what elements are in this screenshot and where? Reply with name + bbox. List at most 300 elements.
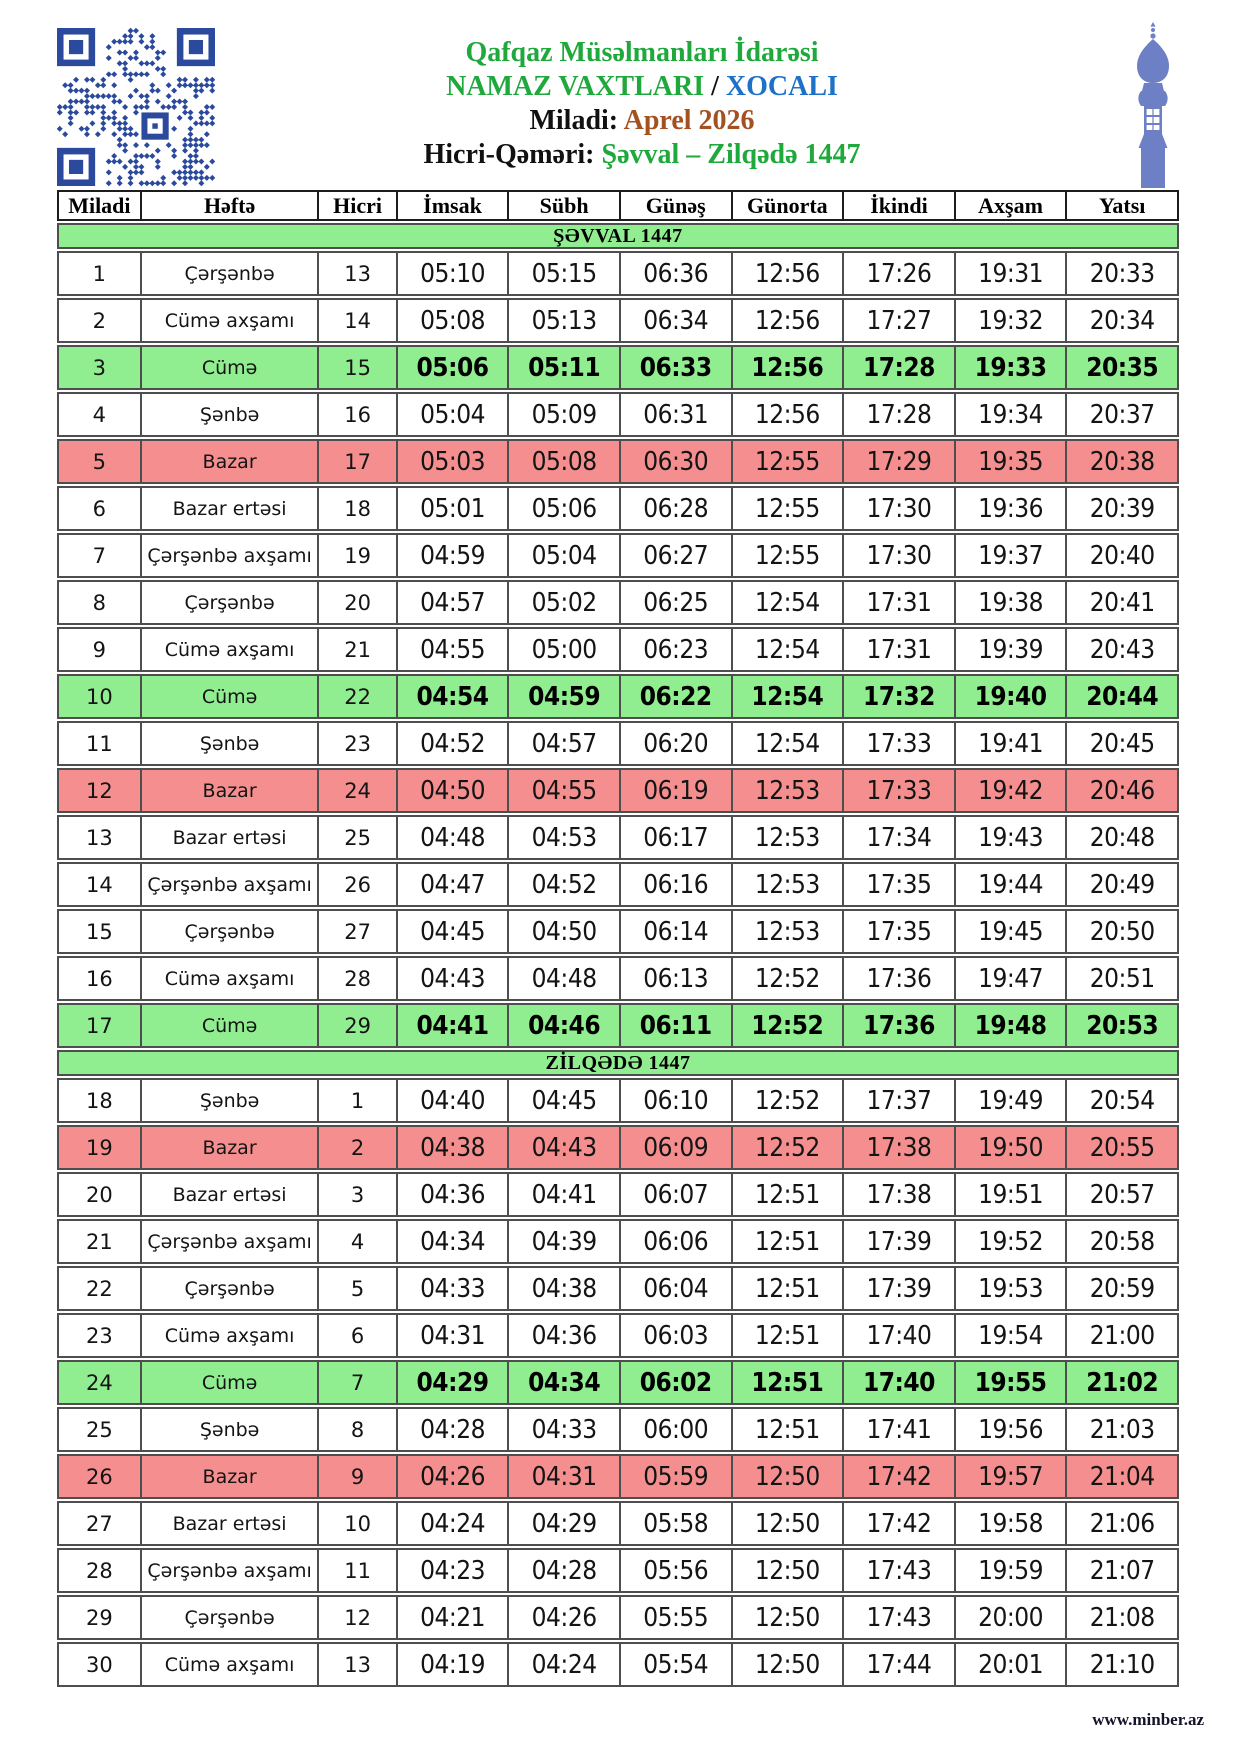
table-row (57, 1219, 1179, 1264)
gunes-time-cell: 06:07 (621, 1174, 733, 1215)
hicri-cell: 12 (319, 1597, 397, 1638)
ikindi-time-cell: 17:31 (844, 582, 956, 623)
table-row (57, 909, 1179, 954)
ikindi-time-cell: 17:39 (844, 1268, 956, 1309)
subh-time-cell: 04:38 (509, 1268, 621, 1309)
gunes-time-cell: 06:02 (621, 1362, 733, 1403)
subh-time-cell: 05:11 (509, 347, 621, 388)
weekday-cell: Bazar ertəsi (142, 488, 320, 529)
ikindi-time-cell: 17:36 (844, 1005, 956, 1046)
weekday-cell: Çərşənbə (142, 1597, 320, 1638)
hicri-label: Hicri-Qəməri: (423, 139, 595, 170)
table-row (57, 1642, 1179, 1687)
subh-time-cell: 04:59 (509, 676, 621, 717)
subh-time-cell: 05:02 (509, 582, 621, 623)
gunes-time-cell: 05:59 (621, 1456, 733, 1497)
prayer-times-table (57, 190, 1179, 1689)
section-header-band: ŞƏVVAL 1447 (57, 223, 1179, 249)
imsak-time-cell: 04:24 (398, 1503, 510, 1544)
ikindi-time-cell: 17:28 (844, 394, 956, 435)
axsam-time-cell: 19:52 (956, 1221, 1068, 1262)
imsak-time-cell: 04:40 (398, 1080, 510, 1121)
org-title: Qafqaz Müsəlmanları İdarəsi (465, 37, 819, 68)
hicri-cell: 28 (319, 958, 397, 999)
yatsi-time-cell: 20:41 (1089, 587, 1155, 618)
subh-time-cell: 05:06 (509, 488, 621, 529)
column-header-subh: Sübh (509, 192, 621, 219)
weekday-cell: Bazar ertəsi (142, 1174, 320, 1215)
miladi-label: Miladi: (529, 105, 619, 136)
ikindi-time-cell: 17:38 (844, 1127, 956, 1168)
hicri-cell: 26 (319, 864, 397, 905)
axsam-time-cell: 19:50 (956, 1127, 1068, 1168)
imsak-time-cell: 04:23 (398, 1550, 510, 1591)
subh-time-cell: 04:57 (509, 723, 621, 764)
hicri-cell: 1 (319, 1080, 397, 1121)
subh-time-cell: 04:52 (509, 864, 621, 905)
table-body (57, 223, 1179, 1687)
miladi-cell: 15 (59, 911, 142, 952)
hicri-cell: 4 (319, 1221, 397, 1262)
column-header-gunorta: Günorta (733, 192, 845, 219)
yatsi-time-cell: 20:33 (1089, 258, 1155, 289)
gunorta-time-cell: 12:56 (733, 394, 845, 435)
miladi-cell: 29 (59, 1597, 142, 1638)
miladi-cell: 5 (59, 441, 142, 482)
axsam-time-cell: 19:40 (956, 676, 1068, 717)
hicri-cell: 3 (319, 1174, 397, 1215)
weekday-cell: Cümə (142, 347, 320, 388)
ikindi-time-cell: 17:28 (844, 347, 956, 388)
axsam-time-cell: 20:01 (956, 1644, 1068, 1685)
yatsi-time-cell: 21:04 (1089, 1461, 1155, 1492)
table-row (57, 815, 1179, 860)
column-header-miladi: Miladi (59, 192, 142, 219)
subh-time-cell: 04:33 (509, 1409, 621, 1450)
yatsi-time-cell: 20:40 (1089, 540, 1155, 571)
imsak-time-cell: 04:41 (398, 1005, 510, 1046)
gunes-time-cell: 05:56 (621, 1550, 733, 1591)
hicri-cell: 13 (319, 1644, 397, 1685)
table-row (57, 1125, 1179, 1170)
axsam-time-cell: 19:56 (956, 1409, 1068, 1450)
table-row (57, 251, 1179, 296)
gunes-time-cell: 05:55 (621, 1597, 733, 1638)
gunes-time-cell: 06:10 (621, 1080, 733, 1121)
gunes-time-cell: 06:03 (621, 1315, 733, 1356)
weekday-cell: Bazar (142, 1127, 320, 1168)
gunorta-time-cell: 12:51 (733, 1315, 845, 1356)
table-row (57, 298, 1179, 343)
axsam-time-cell: 19:34 (956, 394, 1068, 435)
imsak-time-cell: 04:36 (398, 1174, 510, 1215)
subh-time-cell: 04:36 (509, 1315, 621, 1356)
axsam-time-cell: 19:39 (956, 629, 1068, 670)
imsak-time-cell: 04:21 (398, 1597, 510, 1638)
ikindi-time-cell: 17:40 (844, 1315, 956, 1356)
subh-time-cell: 05:04 (509, 535, 621, 576)
weekday-cell: Çərşənbə axşamı (142, 535, 320, 576)
yatsi-time-cell: 20:49 (1089, 869, 1155, 900)
gunorta-time-cell: 12:53 (733, 864, 845, 905)
hicri-cell: 23 (319, 723, 397, 764)
imsak-time-cell: 05:10 (398, 253, 510, 294)
gunes-time-cell: 06:00 (621, 1409, 733, 1450)
yatsi-time-cell: 20:48 (1089, 822, 1155, 853)
subh-time-cell: 04:48 (509, 958, 621, 999)
gunes-time-cell: 05:54 (621, 1644, 733, 1685)
table-row (57, 486, 1179, 531)
column-header-axsam: Axşam (956, 192, 1068, 219)
gunes-time-cell: 06:22 (621, 676, 733, 717)
imsak-time-cell: 05:04 (398, 394, 510, 435)
hicri-cell: 18 (319, 488, 397, 529)
weekday-cell: Cümə axşamı (142, 958, 320, 999)
axsam-time-cell: 19:57 (956, 1456, 1068, 1497)
gunorta-time-cell: 12:50 (733, 1550, 845, 1591)
ikindi-time-cell: 17:38 (844, 1174, 956, 1215)
miladi-cell: 28 (59, 1550, 142, 1591)
hicri-cell: 20 (319, 582, 397, 623)
title-namaz: NAMAZ VAXTLARI (446, 71, 705, 102)
miladi-cell: 1 (59, 253, 142, 294)
weekday-cell: Bazar ertəsi (142, 1503, 320, 1544)
ikindi-time-cell: 17:43 (844, 1550, 956, 1591)
ikindi-time-cell: 17:32 (844, 676, 956, 717)
miladi-cell: 12 (59, 770, 142, 811)
subh-time-cell: 05:00 (509, 629, 621, 670)
table-row (57, 862, 1179, 907)
axsam-time-cell: 19:42 (956, 770, 1068, 811)
yatsi-time-cell: 20:53 (1086, 1010, 1159, 1041)
ikindi-time-cell: 17:43 (844, 1597, 956, 1638)
subh-time-cell: 04:28 (509, 1550, 621, 1591)
hicri-cell: 24 (319, 770, 397, 811)
hicri-cell: 17 (319, 441, 397, 482)
subh-time-cell: 04:24 (509, 1644, 621, 1685)
imsak-time-cell: 04:50 (398, 770, 510, 811)
ikindi-time-cell: 17:33 (844, 770, 956, 811)
subh-time-cell: 05:15 (509, 253, 621, 294)
hicri-cell: 25 (319, 817, 397, 858)
subh-time-cell: 04:41 (509, 1174, 621, 1215)
gunorta-time-cell: 12:56 (733, 347, 845, 388)
hicri-cell: 6 (319, 1315, 397, 1356)
miladi-cell: 26 (59, 1456, 142, 1497)
ikindi-time-cell: 17:44 (844, 1644, 956, 1685)
yatsi-time-cell: 20:37 (1089, 399, 1155, 430)
gunorta-time-cell: 12:56 (733, 253, 845, 294)
city-name: XOCALI (725, 71, 838, 102)
axsam-time-cell: 19:37 (956, 535, 1068, 576)
hicri-cell: 27 (319, 911, 397, 952)
website-link[interactable]: www.minber.az (1092, 1710, 1204, 1729)
yatsi-time-cell: 20:54 (1089, 1085, 1155, 1116)
axsam-time-cell: 19:45 (956, 911, 1068, 952)
subh-time-cell: 05:13 (509, 300, 621, 341)
imsak-time-cell: 05:03 (398, 441, 510, 482)
gunorta-time-cell: 12:50 (733, 1644, 845, 1685)
imsak-time-cell: 04:28 (398, 1409, 510, 1450)
yatsi-time-cell: 20:39 (1089, 493, 1155, 524)
miladi-cell: 30 (59, 1644, 142, 1685)
ikindi-time-cell: 17:36 (844, 958, 956, 999)
gunorta-time-cell: 12:50 (733, 1456, 845, 1497)
table-row (57, 1078, 1179, 1123)
axsam-time-cell: 19:53 (956, 1268, 1068, 1309)
weekday-cell: Bazar (142, 770, 320, 811)
yatsi-time-cell: 20:43 (1089, 634, 1155, 665)
ikindi-time-cell: 17:30 (844, 488, 956, 529)
gunes-time-cell: 06:04 (621, 1268, 733, 1309)
yatsi-time-cell: 20:51 (1089, 963, 1155, 994)
axsam-time-cell: 19:41 (956, 723, 1068, 764)
hicri-cell: 11 (319, 1550, 397, 1591)
ikindi-time-cell: 17:39 (844, 1221, 956, 1262)
gunes-time-cell: 06:28 (621, 488, 733, 529)
subh-time-cell: 04:50 (509, 911, 621, 952)
table-row (57, 627, 1179, 672)
hicri-cell: 16 (319, 394, 397, 435)
weekday-cell: Cümə axşamı (142, 1315, 320, 1356)
imsak-time-cell: 04:29 (398, 1362, 510, 1403)
gunes-time-cell: 06:09 (621, 1127, 733, 1168)
gunorta-time-cell: 12:52 (733, 958, 845, 999)
table-row (57, 1548, 1179, 1593)
miladi-cell: 6 (59, 488, 142, 529)
gunorta-time-cell: 12:51 (733, 1409, 845, 1450)
yatsi-time-cell: 20:57 (1089, 1179, 1155, 1210)
table-row (57, 1595, 1179, 1640)
gunorta-time-cell: 12:50 (733, 1503, 845, 1544)
yatsi-time-cell: 21:08 (1089, 1602, 1155, 1633)
gunorta-time-cell: 12:53 (733, 911, 845, 952)
weekday-cell: Çərşənbə (142, 911, 320, 952)
footer (1092, 1710, 1204, 1730)
weekday-cell: Bazar (142, 441, 320, 482)
yatsi-time-cell: 20:50 (1089, 916, 1155, 947)
hicri-cell: 10 (319, 1503, 397, 1544)
table-row (57, 1501, 1179, 1546)
hicri-cell: 14 (319, 300, 397, 341)
weekday-cell: Cümə (142, 1362, 320, 1403)
miladi-cell: 4 (59, 394, 142, 435)
column-header-gunes: Günəş (621, 192, 733, 219)
miladi-cell: 2 (59, 300, 142, 341)
qr-code-icon (57, 27, 215, 187)
axsam-time-cell: 19:51 (956, 1174, 1068, 1215)
title-separator: / (711, 71, 719, 102)
subh-time-cell: 04:45 (509, 1080, 621, 1121)
table-row (57, 674, 1179, 719)
imsak-time-cell: 04:33 (398, 1268, 510, 1309)
gunorta-time-cell: 12:52 (733, 1005, 845, 1046)
weekday-cell: Şənbə (142, 1409, 320, 1450)
table-row (57, 533, 1179, 578)
minaret-icon (1124, 22, 1182, 188)
table-row (57, 1454, 1179, 1499)
gunorta-time-cell: 12:54 (733, 723, 845, 764)
table-row (57, 345, 1179, 390)
subh-time-cell: 04:29 (509, 1503, 621, 1544)
weekday-cell: Cümə (142, 1005, 320, 1046)
table-row (57, 580, 1179, 625)
table-row (57, 1407, 1179, 1452)
ikindi-time-cell: 17:35 (844, 864, 956, 905)
axsam-time-cell: 19:44 (956, 864, 1068, 905)
ikindi-time-cell: 17:27 (844, 300, 956, 341)
imsak-time-cell: 04:52 (398, 723, 510, 764)
miladi-cell: 24 (59, 1362, 142, 1403)
gunes-time-cell: 06:31 (621, 394, 733, 435)
gunes-time-cell: 06:13 (621, 958, 733, 999)
miladi-cell: 22 (59, 1268, 142, 1309)
gunes-time-cell: 06:36 (621, 253, 733, 294)
gunes-time-cell: 06:20 (621, 723, 733, 764)
column-header-hefte: Həftə (142, 192, 320, 219)
ikindi-time-cell: 17:29 (844, 441, 956, 482)
imsak-time-cell: 04:19 (398, 1644, 510, 1685)
hicri-cell: 29 (319, 1005, 397, 1046)
miladi-cell: 18 (59, 1080, 142, 1121)
axsam-time-cell: 19:48 (956, 1005, 1068, 1046)
hicri-cell: 7 (319, 1362, 397, 1403)
table-row (57, 768, 1179, 813)
hicri-cell: 22 (319, 676, 397, 717)
ikindi-time-cell: 17:40 (844, 1362, 956, 1403)
miladi-cell: 8 (59, 582, 142, 623)
gunes-time-cell: 06:16 (621, 864, 733, 905)
miladi-cell: 25 (59, 1409, 142, 1450)
ikindi-time-cell: 17:31 (844, 629, 956, 670)
gunorta-time-cell: 12:51 (733, 1362, 845, 1403)
weekday-cell: Çərşənbə (142, 253, 320, 294)
imsak-time-cell: 04:43 (398, 958, 510, 999)
weekday-cell: Cümə (142, 676, 320, 717)
gunes-time-cell: 06:33 (621, 347, 733, 388)
column-header-yatsi: Yatsı (1098, 192, 1146, 218)
gunorta-time-cell: 12:55 (733, 441, 845, 482)
yatsi-time-cell: 20:46 (1089, 775, 1155, 806)
imsak-time-cell: 05:01 (398, 488, 510, 529)
hicri-cell: 8 (319, 1409, 397, 1450)
section-header-band: ZİLQƏDƏ 1447 (57, 1050, 1179, 1076)
weekday-cell: Bazar (142, 1456, 320, 1497)
gunorta-time-cell: 12:51 (733, 1268, 845, 1309)
ikindi-time-cell: 17:35 (844, 911, 956, 952)
table-row (57, 956, 1179, 1001)
miladi-line (220, 104, 1064, 138)
axsam-time-cell: 19:49 (956, 1080, 1068, 1121)
column-header-hicri: Hicri (319, 192, 397, 219)
table-row (57, 1313, 1179, 1358)
yatsi-time-cell: 20:59 (1089, 1273, 1155, 1304)
column-header-ikindi: İkindi (844, 192, 956, 219)
gunes-time-cell: 06:11 (621, 1005, 733, 1046)
yatsi-time-cell: 21:10 (1089, 1649, 1155, 1680)
miladi-cell: 7 (59, 535, 142, 576)
table-row (57, 392, 1179, 437)
miladi-cell: 16 (59, 958, 142, 999)
imsak-time-cell: 04:47 (398, 864, 510, 905)
column-header-imsak: İmsak (398, 192, 510, 219)
axsam-time-cell: 19:32 (956, 300, 1068, 341)
ikindi-time-cell: 17:37 (844, 1080, 956, 1121)
ikindi-time-cell: 17:30 (844, 535, 956, 576)
axsam-time-cell: 19:31 (956, 253, 1068, 294)
miladi-cell: 14 (59, 864, 142, 905)
gunorta-time-cell: 12:54 (733, 629, 845, 670)
table-row (57, 1360, 1179, 1405)
miladi-value: Aprel 2026 (623, 105, 755, 136)
imsak-time-cell: 04:45 (398, 911, 510, 952)
hicri-value: Şəvval – Zilqədə 1447 (601, 139, 861, 170)
subh-time-cell: 05:08 (509, 441, 621, 482)
yatsi-time-cell: 21:02 (1086, 1367, 1159, 1398)
table-row (57, 1003, 1179, 1048)
yatsi-time-cell: 20:35 (1086, 352, 1159, 383)
axsam-time-cell: 19:58 (956, 1503, 1068, 1544)
gunes-time-cell: 06:25 (621, 582, 733, 623)
table-row (57, 721, 1179, 766)
subh-time-cell: 04:26 (509, 1597, 621, 1638)
weekday-cell: Şənbə (142, 1080, 320, 1121)
miladi-cell: 19 (59, 1127, 142, 1168)
subh-time-cell: 04:39 (509, 1221, 621, 1262)
yatsi-time-cell: 20:34 (1089, 305, 1155, 336)
gunes-time-cell: 06:30 (621, 441, 733, 482)
hicri-cell: 21 (319, 629, 397, 670)
imsak-time-cell: 04:31 (398, 1315, 510, 1356)
gunes-time-cell: 06:14 (621, 911, 733, 952)
gunorta-time-cell: 12:54 (733, 676, 845, 717)
gunorta-time-cell: 12:54 (733, 582, 845, 623)
miladi-cell: 10 (59, 676, 142, 717)
gunes-time-cell: 06:27 (621, 535, 733, 576)
imsak-time-cell: 04:57 (398, 582, 510, 623)
yatsi-time-cell: 20:55 (1089, 1132, 1155, 1163)
table-header-row (57, 190, 1179, 221)
gunorta-time-cell: 12:50 (733, 1597, 845, 1638)
weekday-cell: Çərşənbə axşamı (142, 1550, 320, 1591)
yatsi-time-cell: 21:06 (1089, 1508, 1155, 1539)
imsak-time-cell: 04:38 (398, 1127, 510, 1168)
yatsi-time-cell: 21:03 (1089, 1414, 1155, 1445)
yatsi-time-cell: 21:07 (1089, 1555, 1155, 1586)
yatsi-time-cell: 20:38 (1089, 446, 1155, 477)
axsam-time-cell: 19:38 (956, 582, 1068, 623)
gunorta-time-cell: 12:55 (733, 535, 845, 576)
table-row (57, 1172, 1179, 1217)
gunorta-time-cell: 12:56 (733, 300, 845, 341)
gunorta-time-cell: 12:53 (733, 770, 845, 811)
gunes-time-cell: 06:23 (621, 629, 733, 670)
weekday-cell: Şənbə (142, 723, 320, 764)
hicri-cell: 13 (319, 253, 397, 294)
hicri-line (220, 138, 1064, 172)
weekday-cell: Çərşənbə axşamı (142, 864, 320, 905)
gunorta-time-cell: 12:53 (733, 817, 845, 858)
subh-time-cell: 04:34 (509, 1362, 621, 1403)
ikindi-time-cell: 17:34 (844, 817, 956, 858)
gunorta-time-cell: 12:52 (733, 1080, 845, 1121)
weekday-cell: Çərşənbə (142, 1268, 320, 1309)
table-row (57, 439, 1179, 484)
miladi-cell: 21 (59, 1221, 142, 1262)
imsak-time-cell: 05:08 (398, 300, 510, 341)
hicri-cell: 15 (319, 347, 397, 388)
yatsi-time-cell: 20:44 (1086, 681, 1159, 712)
